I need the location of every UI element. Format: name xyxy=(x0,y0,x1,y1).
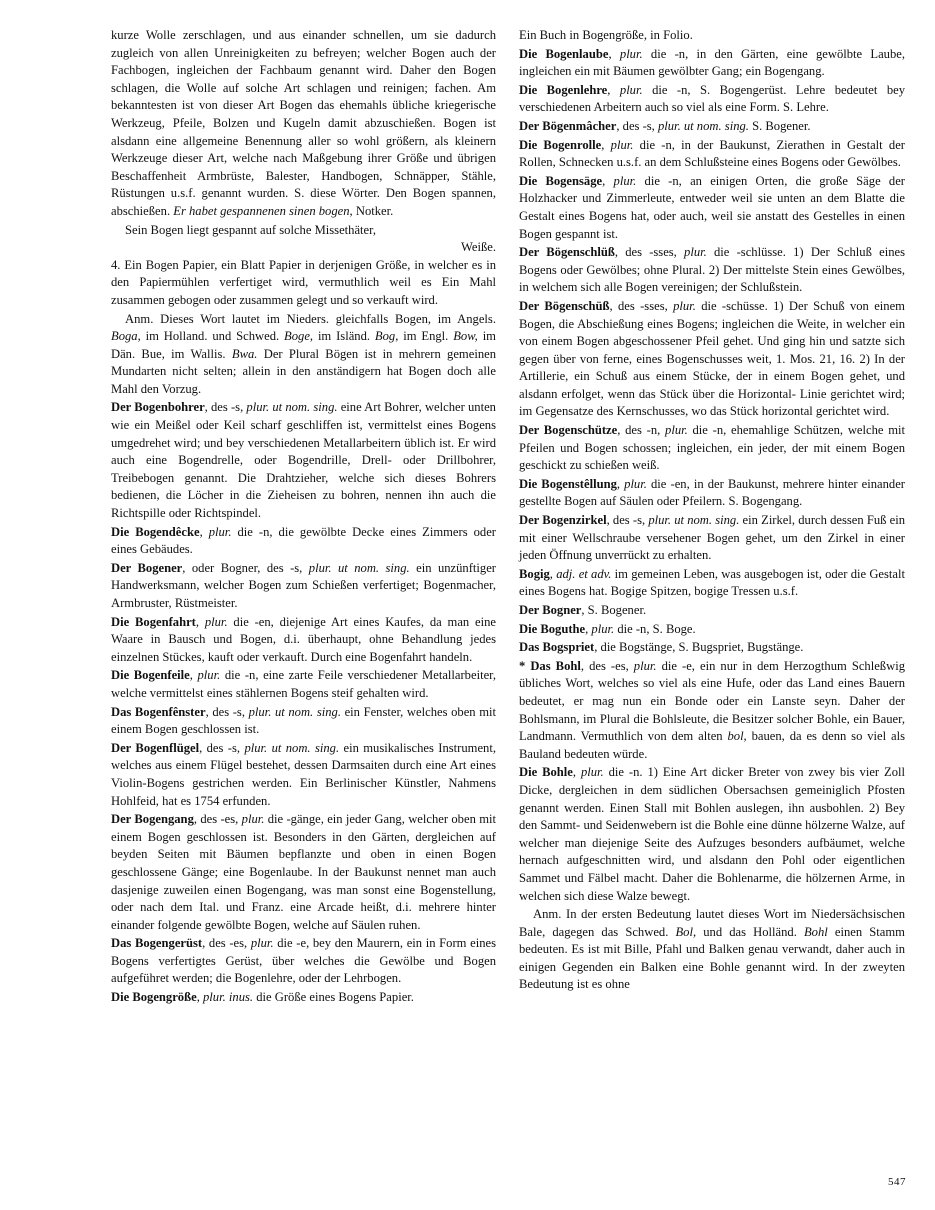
headword: Der Bögenmâcher xyxy=(519,118,617,133)
headword: Der Bogener xyxy=(111,560,183,575)
grammar-note: adj. et adv. xyxy=(556,566,612,581)
grammar-note: plur. ut nom. sing. xyxy=(244,740,340,755)
headword: Der Bögenschüß xyxy=(519,298,610,313)
definition: die -e, bey den Maurern, ein in Form eines Bogens verfertigtes Gerüst, über welches die Gewölbe und Bogen aufgeführet werden; die Bogenlehre, oder der Lehrbogen. xyxy=(111,936,496,986)
dictionary-entry: Das Bogengerüst, des -es, plur. die -e, bey den Maurern, ein in Form eines Bogens verfertigtes Gerüst, über welches die Gewölbe und Bogen aufgeführet werden; die Bogenlehre, oder der Lehrbogen. xyxy=(111,936,496,986)
headword: Die Boguthe xyxy=(519,621,586,636)
headword: Die Bogenlaube xyxy=(519,46,609,61)
grammar-note: plur. xyxy=(241,812,265,827)
dictionary-entry: Die Bogensäge, plur. die -n, an einigen Orten, die große Säge der Holzhacker und Zimmerleute, entweder weil sie unten an dem Blatte die Gestalt eines Bogens hat, oder auch, weil sie anstatt des Gestelles in einen Bogen gespannt ist. xyxy=(519,173,905,241)
headword: Der Bogenbohrer xyxy=(111,400,205,415)
definition: die -n. 1) Eine Art dicker Breter von zwey bis vier Zoll Dicke, dergleichen in dem südlichen Obersachsen gemeiniglich Pfosten genannt werden. Einen Stall mit Bohlen auslegen, ihn ausbohlen. 2) Bey den Sammt- und Seidenwebern ist die Bohle eine dünne hölzerne Walze, auf welcher man diejenige Seite des Aufzuges besonders aufbäumet, welche hernach aufgeschnitten wird, und alsdann den Pohl oder eigentlichen Sammet und Fälbel macht. Daher die Bohlenarme, die hölzernen Arme, in welchen sich diese Walze bewegt. xyxy=(519,765,906,903)
dictionary-entry: Der Bogengang, des -es, plur. die -gänge, ein jeder Gang, welcher oben mit einem Bogen geschlossen ist. Besonders in den Gärten, dergleichen auf beyden Seiten mit Bäumen bepflanzte und oben in einen Bogen geschlossene Gänge; eine Bogenlaube. In der Baukunst nennet man auch dasjenige zuweilen einen Bogengang, was man sonst eine Bogenstellung, oder nach dem Ital. und Franz. eine Arcade heißt, d.i. mehrere hinter einander folgende gewölbte Bogen, welche auf Säulen ruhen. xyxy=(111,812,496,932)
quote-italic: Er habet gespannenen sinen bogen, xyxy=(173,203,353,218)
definition: die -n, in den Gärten, eine gewölbte Laube, ingleichen ein mit Bäumen gewölbter Gang; ein Bogengang. xyxy=(519,46,906,79)
definition: die -n, ehemahlige Schützen, welche mit Pfeilen und Bogen schossen; ingleichen, ein jeder, der mit einem Bogen geschickt zu schießen weiß. xyxy=(519,423,906,473)
definition: die -schlüsse. 1) Der Schluß eines Bogens oder Gewölbes; ohne Plural. 2) Der mittelste Stein eines Gewölbes, in welchem sich alle Bogen vereinigen; der Schlußstein. xyxy=(519,245,905,295)
definition: eine Art Bohrer, welcher unten wie ein Meißel oder Keil scharf geschliffen ist, vermittelst eines Bogens umgedrehet wird; und bey verschiedenen Metallarbeitern üblich ist. Er wird auch eine Bogendrelle, oder Bogendrille, Drell- oder Drillbohrer, Treibebogen genannt. Die Drahtzieher, welche sich dieses Bohrers bedienen, die Löcher in die Zieheisen zu bohren, nennen ihn auch die Richtspille oder Richtspindel. xyxy=(111,400,496,521)
definition: ein Zirkel, durch dessen Fuß ein mit einer Wellschraube versehener Bogen gehet, um den Zirkel in einer jeden Öffnung unverrückt zu erhalten. xyxy=(519,513,905,563)
dictionary-entry: Der Bögenschüß, des -sses, plur. die -schüsse. 1) Der Schuß von einem Bogen, die Abschießung eines Bogens; ingleichen die Weite, in welcher ein von einem Bogen abgeschossener Pfeil gehet. Und ging hin und satzte sich gegen über von ferne, eines Bogenschusses weit, 1. Mos. 21, 16. 2) In der Artillerie, ein Schuß aus einem Stücke, der in einem Bogen gehet, und alsdann erfolget, wenn das Stück über die Horizontal- Linie gerichtet wird; im Gegensatze des Kernschusses, wo das Stück horizontal gerichtet wird. xyxy=(519,298,905,419)
continued-entry-text xyxy=(111,27,496,221)
definition: die -n, S. Boge. xyxy=(614,621,696,636)
definition: ein Fenster, welches oben mit einem Bogen geschlossen ist. xyxy=(111,704,496,737)
headword: Der Bogner xyxy=(519,603,582,617)
quote-source: Notker. xyxy=(355,203,394,218)
definition: ein unzünftiger Handwerksmann, welcher Bogen zum Schießen verfertiget; Bogenmacher, Armbruster, Rüstmeister. xyxy=(111,560,496,610)
grammar-note: plur. xyxy=(250,936,274,951)
headword: Die Bogenfahrt xyxy=(111,614,196,629)
grammar-note: plur. xyxy=(197,668,221,683)
dictionary-entry: Die Bogenrolle, plur. die -n, in der Baukunst, Zierathen in Gestalt der Rollen, Schnecken u.s.f. an dem Schlußsteine eines Bogens oder Gewölbes. xyxy=(519,137,905,170)
headword: Bogig xyxy=(519,566,550,581)
grammar-note: plur. xyxy=(619,82,643,97)
definition: die -n, an einigen Orten, die große Säge der Holzhacker und Zimmerleute, entweder weil sie unten an dem Blatte die Gestalt eines Bogens hat, oder auch, weil sie anstatt des Gestelles in einen Bogen gespannt ist. xyxy=(519,173,905,241)
dictionary-entry: Der Bogener, oder Bogner, des -s, plur. ut nom. sing. ein unzünftiger Handwerksmann, welcher Bogen zum Schießen verfertiget; Bogenmacher, Armbruster, Rüstmeister. xyxy=(111,560,496,610)
definition: S. Bogener. xyxy=(748,118,811,133)
headword: Die Bogenlehre xyxy=(519,82,608,97)
grammar-note: plur. xyxy=(580,765,604,780)
headword: Die Bohle xyxy=(519,765,573,780)
grammar-note: plur. xyxy=(610,137,634,152)
headword: Das Bogspriet xyxy=(519,640,595,655)
page-number: 547 xyxy=(888,1176,906,1188)
headword: Der Bögenschlüß xyxy=(519,245,615,260)
dictionary-entry: Die Bogendêcke, plur. die -n, die gewölbte Decke eines Zimmers oder eines Gebäudes. xyxy=(111,524,496,557)
headword: Die Bogenstêllung xyxy=(519,476,617,491)
dictionary-entry: Der Bogenschütze, des -n, plur. die -n, ehemahlige Schützen, welche mit Pfeilen und Bogen schossen; ingleichen, ein jeder, der mit einem Bogen geschickt zu schießen weiß. xyxy=(519,423,906,473)
dictionary-entry: Die Boguthe, plur. die -n, S. Boge. xyxy=(519,621,696,636)
etymology-note: Anm. Dieses Wort lautet im Nieders. gleichfalls Bogen, im Angels. Boga, im Holland. und Schwed. Boge, im Isländ. Bog, im Engl. Bow, im Dän. Bue, im Wallis. Bwa. Der Plural Bögen ist in mehrern gemeinen Mundarten nicht selten; allein in den anständigern hat Bogen doch alle Mahl den Vorzug. xyxy=(111,311,497,396)
headword: Die Bogenrolle xyxy=(519,137,602,152)
dictionary-entry: Die Bogenfahrt, plur. die -en, diejenige Art eines Kaufes, da man eine Waare in Bausch und Bogen, d.i. überhaupt, ohne Behandlung jedes einzelnen Stückes, kauft oder verkauft. Durch eine Bogenfahrt handeln. xyxy=(111,614,497,664)
dictionary-entry: Der Bogenbohrer, des -s, plur. ut nom. sing. eine Art Bohrer, welcher unten wie ein Meißel oder Keil scharf geschliffen ist, vermittelst eines Bogens umgedrehet wird; und bey verschiedenen Metallarbeitern üblich ist. Er wird auch eine Bogendrelle, oder Bogendrille, Drell- oder Drillbohrer, Treibebogen genannt. Die Drahtzieher, welche sich dieses Bohrers bedienen, die Löcher in die Zieheisen zu bohren, nennen ihn auch die Richtspille oder Richtspindel. xyxy=(111,400,496,521)
headword: Der Bogenzirkel xyxy=(519,513,607,528)
verse-author: Weiße. xyxy=(460,240,496,255)
headword: * Das Bohl xyxy=(519,658,581,673)
headword: Der Bogenflügel xyxy=(111,740,200,755)
dictionary-entry: Der Bogenflügel, des -s, plur. ut nom. sing. ein musikalisches Instrument, welches aus einem Flügel bestehet, dessen Darmsaiten durch eine Art eines Violin-Bogens gestrichen werden. Ein Berlinischer Künstler, Nahmens Hohlfeid, hat es 1754 erfunden. xyxy=(111,740,497,808)
headword: Der Bogengang xyxy=(111,812,194,827)
continued-entry-text: Ein Buch in Bogengröße, in Folio. xyxy=(519,28,693,42)
definition: die -n, die gewölbte Decke eines Zimmers oder eines Gebäudes. xyxy=(111,524,496,557)
grammar-note: plur. ut nom. sing. xyxy=(648,513,740,528)
grammar-note: plur. xyxy=(208,524,232,539)
definition: im gemeinen Leben, was ausgebogen ist, oder die Gestalt eines Bogens hat. Bogige Spitzen, bogige Tressen u.s.f. xyxy=(519,566,906,599)
definition: die Größe eines Bogens Papier. xyxy=(253,990,414,1005)
sense-4-paragraph: 4. Ein Bogen Papier, ein Blatt Papier in derjenigen Größe, in welcher es in den Papiermühlen verfertiget wird, vermuthlich weil es Ein Mahl zusammen gebogen oder zusammen gelegt und so verkauft wird. xyxy=(111,257,496,307)
grammar-note: plur. ut nom. sing. xyxy=(246,400,338,415)
headword: Das Bogengerüst xyxy=(111,936,203,951)
grammar-note: plur. ut nom. sing. xyxy=(248,704,341,719)
headword: Die Bogengröße xyxy=(111,990,197,1005)
dictionary-entry: Der Bögenmâcher, des -s, plur. ut nom. sing. S. Bogener. xyxy=(519,118,811,133)
definition: die -gänge, ein jeder Gang, welcher oben mit einem Bogen geschlossen ist. Besonders in den Gärten, dergleichen auf beyden Seiten mit Bäumen bepflanzte und oben in einen Bogen geschlossene Gänge; eine Bogenlaube. In der Baukunst nennet man auch dasjenige zuweilen einen Bogengang, was man sonst eine Bogenstellung, oder nach dem Ital. und Franz. eine Arcade heißt, d.i. mehrere hinter einander folgende gewölbte Bogen, welche auf Säulen ruhen. xyxy=(111,812,496,932)
headword: Das Bogenfênster xyxy=(111,704,206,719)
grammar-note: plur. xyxy=(673,298,696,313)
dictionary-entry: Bogig, adj. et adv. im gemeinen Leben, was ausgebogen ist, oder die Gestalt eines Bogens hat. Bogige Spitzen, bogige Tressen u.s.f. xyxy=(519,566,906,599)
grammar-note: plur. inus. xyxy=(203,990,254,1005)
dictionary-entry: Die Bogenstêllung, plur. die -en, in der Baukunst, mehrere hinter einander gestellte Bogen auf Säulen oder Pfeilern. S. Bogengang. xyxy=(519,476,905,509)
dictionary-entry: Die Bohle, plur. die -n. 1) Eine Art dicker Breter von zwey bis vier Zoll Dicke, dergleichen in dem südlichen Obersachsen gemeiniglich Pfosten genannt werden. Einen Stall mit Bohlen auslegen, ihn ausbohlen. 2) Bey den Sammt- und Seidenwebern ist die Bohle eine dünne hölzerne Walze, auf welcher man diejenige Seite des Aufzuges besonders aufbäumet, welche hernach aufgeschnitten wird, und alsdann den Pohl oder eigentlichen Sammet und Fälbel macht. Daher die Bohlenarme, die hölzernen Arme, in welchen sich diese Walze bewegt. xyxy=(519,765,906,903)
grammar-note: plur. xyxy=(624,476,647,491)
grammar-note: plur. xyxy=(633,658,657,673)
grammar-note: plur. xyxy=(619,46,643,61)
dictionary-entry: * Das Bohl, des -es, plur. die -e, ein nur in dem Herzogthum Schleßwig übliches Wort, welches so viel als eine Hufe, oder das Land eines Bauern bedeutet, er mag nun ein Bonde oder ein Lanste seyn. Daher der Bohlsmann, im Plural die Bohlsleute, die Besitzer solcher Bohle, ein Bauer, Landmann. Vermuthlich von dem alten bol, bauen, da es denn so viel als Bauland bedeuten würde. xyxy=(519,658,906,761)
headword: Der Bogenschütze xyxy=(519,423,618,438)
definition: ein musikalisches Instrument, welches aus einem Flügel bestehet, dessen Darmsaiten durch eine Art eines Violin-Bogens gestrichen werden. Ein Berlinischer Künstler, Nahmens Hohlfeid, hat es 1754 erfunden. xyxy=(111,740,497,808)
definition: die -en, in der Baukunst, mehrere hinter einander gestellte Bogen auf Säulen oder Pfeilern. S. Bogengang. xyxy=(519,476,905,509)
dictionary-entry: Die Bogenfeile, plur. die -n, eine zarte Feile verschiedener Metallarbeiter, welche vermittelst eines stählernen Bogens steif gehalten wird. xyxy=(111,668,496,700)
headword: Die Bogenfeile xyxy=(111,668,190,683)
definition: die -en, diejenige Art eines Kaufes, da man eine Waare in Bausch und Bogen, d.i. überhaupt, ohne Behandlung jedes einzelnen Stückes, kauft oder verkauft. Durch eine Bogenfahrt handeln. xyxy=(111,614,497,664)
dictionary-entry: Die Bogenlehre, plur. die -n, S. Bogengerüst. Lehre bedeutet bey verschiedenen Arbeitern auch so viel als eine Form. S. Lehre. xyxy=(519,82,906,115)
dictionary-entry: Das Bogspriet, die Bogstänge, S. Bugspriet, Bugstänge. xyxy=(519,640,804,655)
dictionary-entry: Der Bogenzirkel, des -s, plur. ut nom. sing. ein Zirkel, durch dessen Fuß ein mit einer Wellschraube versehener Bogen gehet, um den Zirkel in einer jeden Öffnung unverrückt zu erhalten. xyxy=(519,513,905,563)
grammar-note: plur. ut nom. sing. xyxy=(657,118,749,133)
headword: Die Bogendêcke xyxy=(111,524,200,539)
paragraph-text: kurze Wolle zerschlagen, und aus einander schnellen, um sie dadurch zugleich von allen Unreinigkeiten zu befreyen; welcher Bogen auch der Fachbogen, ingleichen der Fachbaum genannt wird. Daher den Bogen schlagen, die Wolle auf solche Art schlagen und reinigen; fachen. Am bekanntesten ist von dieser Art Bogen das ehemahls übliche kriegerische Werkzeug, Pfeile, Bolzen und Kugeln damit abzuschießen. Bogen ist alsdann eine allgemeine Benennung aller so wohl größern, als kleinern Werkzeuge dieser Art, welche nach Maßgebung ihrer Größe und übrigen Beschaffenheit Armbrüste, Balester, Handbogen, Schnäpper, Stähle, Rüstungen u.s.f. genannt wurden. S. diese Wörter. Den Bogen spannen, abschießen. xyxy=(111,28,496,218)
right-column xyxy=(519,27,905,995)
dictionary-entry: Das Bogenfênster, des -s, plur. ut nom. sing. ein Fenster, welches oben mit einem Bogen geschlossen ist. xyxy=(111,704,496,737)
dictionary-entry: Der Bögenschlüß, des -sses, plur. die -schlüsse. 1) Der Schluß eines Bogens oder Gewölbes; ohne Plural. 2) Der mittelste Stein eines Gewölbes, in welchem sich alle Bogen vereinigen; der Schlußstein. xyxy=(519,245,905,295)
grammar-note: plur. xyxy=(665,423,688,438)
definition: die -n, in der Baukunst, Zierathen in Gestalt der Rollen, Schnecken u.s.f. an dem Schlußsteine eines Bogens oder Gewölbes. xyxy=(519,137,905,170)
definition: die -n, S. Bogengerüst. Lehre bedeutet bey verschiedenen Arbeitern auch so viel als eine Form. S. Lehre. xyxy=(519,82,906,115)
grammar-note: plur. xyxy=(591,621,615,636)
dictionary-entry: Die Bogenlaube, plur. die -n, in den Gärten, eine gewölbte Laube, ingleichen ein mit Bäumen gewölbter Gang; ein Bogengang. xyxy=(519,46,906,79)
headword: Die Bogensäge xyxy=(519,173,603,188)
left-column xyxy=(111,27,496,1008)
dictionary-entry: Der Bogner, S. Bogener. xyxy=(519,603,647,617)
grammar-note: plur. xyxy=(204,614,228,629)
definition: die -n, eine zarte Feile verschiedener Metallarbeiter, welche vermittelst eines stählernen Bogens steif gehalten wird. xyxy=(111,668,496,700)
grammar-note: plur. xyxy=(684,245,707,260)
grammar-note: plur. xyxy=(613,173,637,188)
dictionary-entry: Die Bogengröße, plur. inus. die Größe eines Bogens Papier. xyxy=(111,990,414,1005)
definition: die -schüsse. 1) Der Schuß von einem Bogen, die Abschießung eines Bogens; ingleichen die Weite, in welcher ein von einem Bogen abgeschossener Pfeil gehet. Und ging hin und satzte sich gegen über von ferne, eines Bogenschusses weit, 1. Mos. 21, 16. 2) In der Artillerie, ein Schuß aus einem Stücke, der in einem Bogen gehet, und alsdann erfolget, wenn das Stück über die Horizontal- Linie gerichtet wird; im Gegensatze des Kernschusses, wo das Stück horizontal gerichtet wird. xyxy=(519,298,905,419)
grammar-note: plur. ut nom. sing. xyxy=(308,560,410,575)
etymology-note: Anm. In der ersten Bedeutung lautet dieses Wort im Niedersächsischen Bale, dagegen das Schwed. Bol, und das Holländ. Bohl einen Stamm bedeuten. Es ist mit Bille, Pfahl und Balken genau verwandt, daher auch in einigen Gegenden ein Balken eine Bohle genannt wird. In der zweyten Bedeutung ist es ohne xyxy=(519,907,905,992)
verse-line: Sein Bogen liegt gespannt auf solche Missethäter, xyxy=(125,222,376,237)
